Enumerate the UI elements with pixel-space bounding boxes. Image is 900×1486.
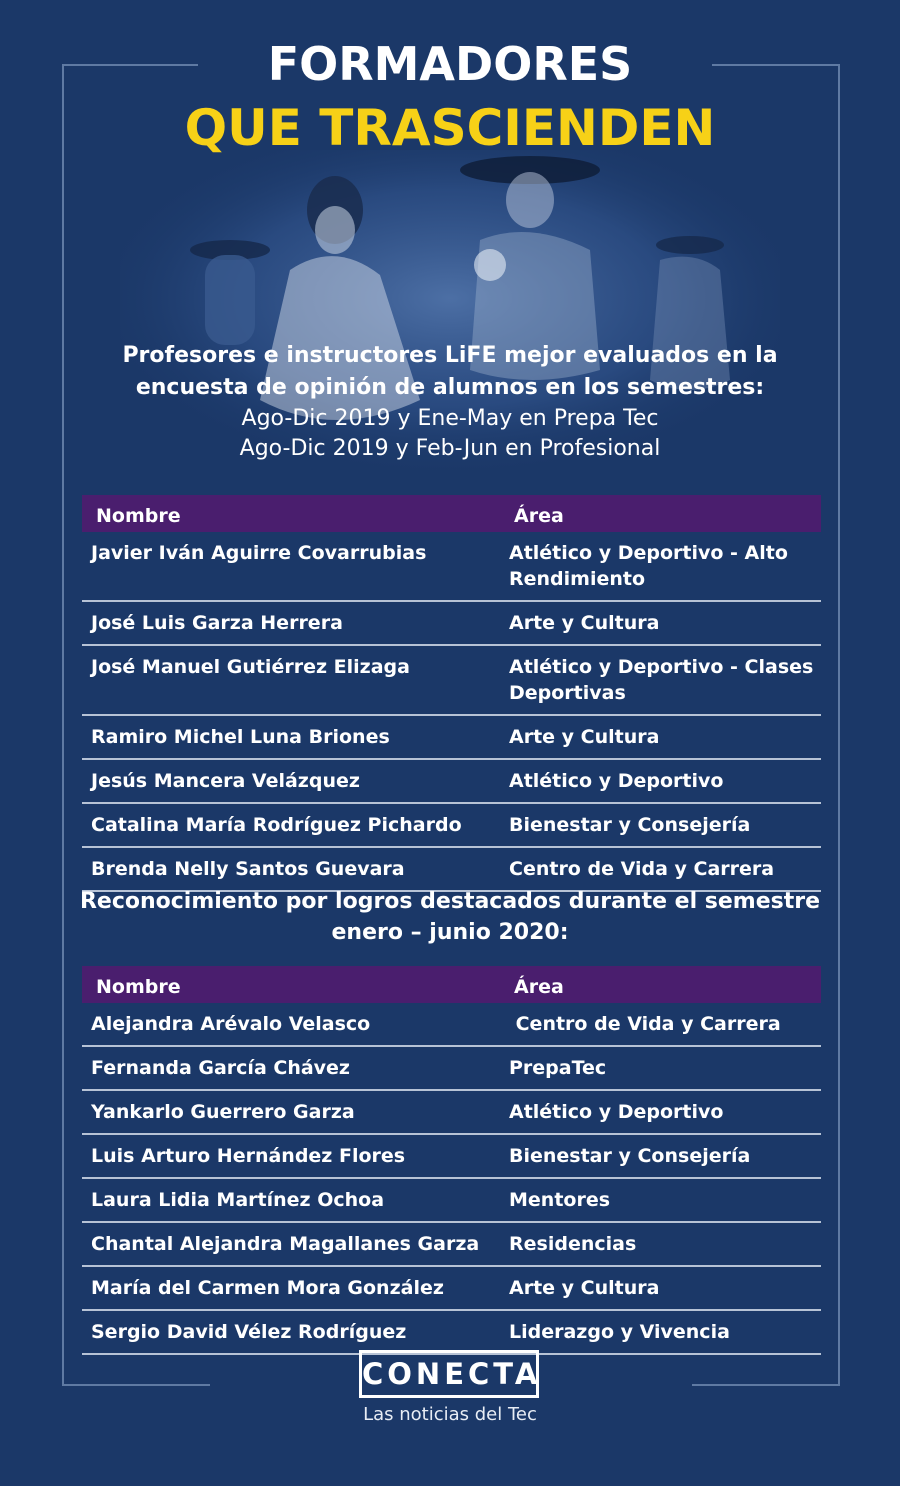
table-row [82,1090,821,1134]
cell-area: Arte y Cultura [500,715,821,759]
table-row [82,1178,821,1222]
cell-area: Atlético y Deportivo - Alto Rendimiento [500,532,821,601]
table-row [82,1003,821,1046]
table-row [82,759,821,803]
cell-nombre: Sergio David Vélez Rodríguez [82,1310,500,1354]
cell-nombre: José Manuel Gutiérrez Elizaga [82,645,500,715]
cell-area: Bienestar y Consejería [500,803,821,847]
cell-area: Arte y Cultura [500,601,821,645]
intro-prepatec: Ago-Dic 2019 y Ene-May en Prepa Tec [241,406,659,431]
table-header-row [82,495,821,532]
frame-line [692,1384,840,1386]
cell-nombre: Catalina María Rodríguez Pichardo [82,803,500,847]
cell-area: Atlético y Deportivo - Clases Deportivas [500,645,821,715]
recognition-heading: Reconocimiento por logros destacados durante el semestre enero – junio 2020: [79,889,821,945]
frame-line [838,64,840,1386]
cell-area: Liderazgo y Vivencia [500,1310,821,1354]
cell-area: Centro de Vida y Carrera [500,1003,821,1046]
recognition-table [82,966,821,1355]
column-header-nombre: Nombre [82,495,500,532]
frame-line [62,1384,210,1386]
frame-line [62,64,64,1386]
cell-area: Arte y Cultura [500,1266,821,1310]
table-row [82,1310,821,1354]
cell-area: Bienestar y Consejería [500,1134,821,1178]
table-row [82,1134,821,1178]
cell-nombre: Alejandra Arévalo Velasco [82,1003,500,1046]
conecta-logo: CONECTA [359,1350,539,1398]
table-row [82,1266,821,1310]
table-row [82,645,821,715]
cell-area: Atlético y Deportivo [500,759,821,803]
column-header-nombre: Nombre [82,966,500,1003]
logo-tagline: Las noticias del Tec [363,1404,537,1425]
column-header-area: Área [500,495,821,532]
table-row [82,532,821,601]
cell-nombre: María del Carmen Mora González [82,1266,500,1310]
cell-nombre: Luis Arturo Hernández Flores [82,1134,500,1178]
column-header-area: Área [500,966,821,1003]
cell-nombre: Laura Lidia Martínez Ochoa [82,1178,500,1222]
table-row [82,803,821,847]
intro-description: Profesores e instructores LiFE mejor evaluados en la encuesta de opinión de alumnos en los semestres: [122,343,778,400]
cell-nombre: José Luis Garza Herrera [82,601,500,645]
best-evaluated-table [82,495,821,892]
page-title-line2: QUE TRASCIENDEN [184,99,716,157]
table-row [82,847,821,891]
cell-nombre: Ramiro Michel Luna Briones [82,715,500,759]
cell-nombre: Jesús Mancera Velázquez [82,759,500,803]
cell-area: Centro de Vida y Carrera [500,847,821,891]
cell-nombre: Brenda Nelly Santos Guevara [82,847,500,891]
page-title-line1: FORMADORES [267,37,633,91]
cell-area: PrepaTec [500,1046,821,1090]
cell-nombre: Fernanda García Chávez [82,1046,500,1090]
cell-area: Atlético y Deportivo [500,1090,821,1134]
intro-text [70,340,830,464]
cell-nombre: Chantal Alejandra Magallanes Garza [82,1222,500,1266]
cell-nombre: Yankarlo Guerrero Garza [82,1090,500,1134]
cell-area: Mentores [500,1178,821,1222]
intro-profesional: Ago-Dic 2019 y Feb-Jun en Profesional [239,436,661,461]
table-row [82,1222,821,1266]
table-row [82,601,821,645]
table-row [82,715,821,759]
cell-nombre: Javier Iván Aguirre Covarrubias [82,532,500,601]
table-row [82,1046,821,1090]
cell-area: Residencias [500,1222,821,1266]
table-header-row [82,966,821,1003]
